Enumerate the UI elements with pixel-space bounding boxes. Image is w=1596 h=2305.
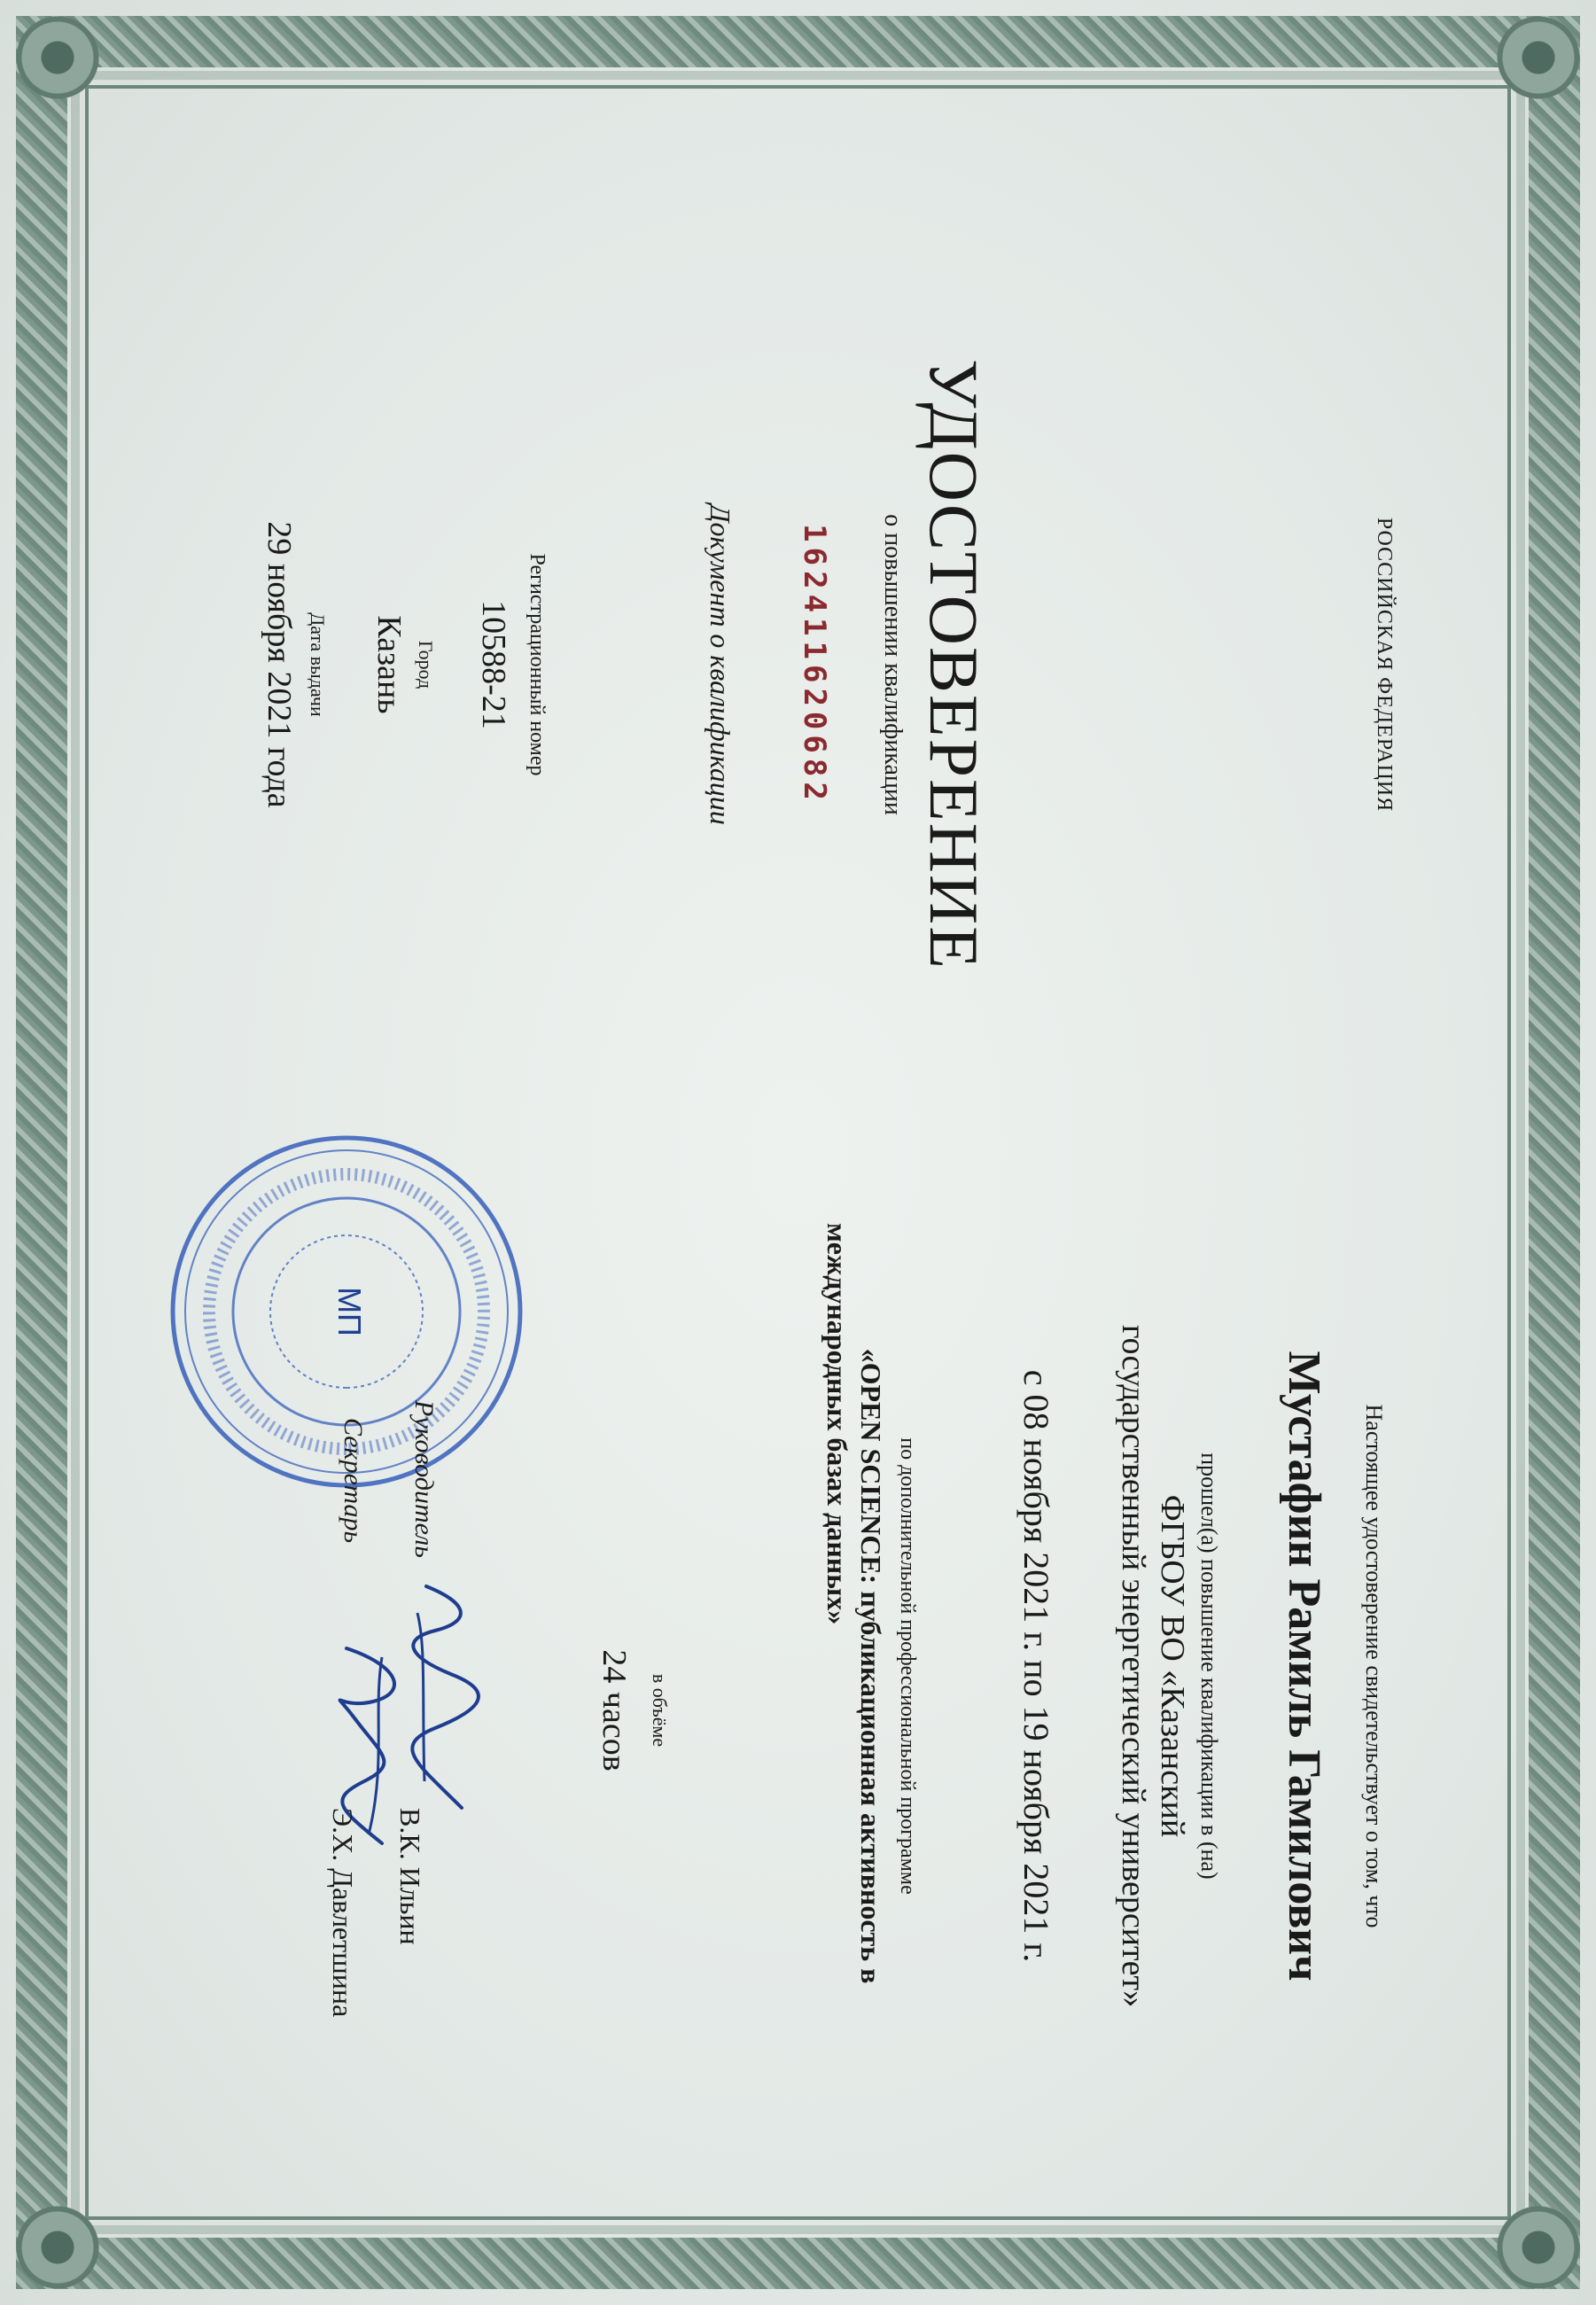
organization-line-1: ФГБОУ ВО «Казанский [1154, 1494, 1191, 1838]
document-title: УДОСТОВЕРЕНИЕ [915, 359, 993, 970]
volume-value: 24 часов [596, 1649, 633, 1772]
passed-text: прошел(а) повышение квалификации в (на) [1196, 1452, 1222, 1880]
issue-date: 29 ноября 2021 года [261, 521, 298, 808]
secretary-label: Секретарь [339, 1418, 368, 1544]
serial-number: 162411620682 [797, 524, 832, 806]
head-name: В.К. Ильин [394, 1808, 426, 1945]
volume-label: в объёме [649, 1673, 671, 1748]
issue-date-label: Дата выдачи [307, 612, 329, 717]
city-label: Город [415, 640, 437, 689]
stamp-mp-mark: МП [331, 1287, 368, 1336]
secretary-name: Э.Х. Давлетшина [327, 1808, 359, 2018]
intro-text: Настоящее удостоверение свидетельствует о том, что [1361, 1404, 1387, 1928]
document-subtitle: о повышении квалификации [879, 514, 907, 815]
program-label: по дополнительной профессиональной программе [896, 1437, 919, 1895]
program-title-line-1: «OPEN SCIENCE: публикационная активность в [855, 1348, 887, 1984]
organization-line-2: государственный энергетический университет» [1115, 1324, 1152, 2008]
country-name: РОССИЙСКАЯ ФЕДЕРАЦИЯ [1373, 517, 1396, 813]
registration-number: 10588-21 [475, 600, 512, 729]
training-period: с 08 ноября 2021 г. по 19 ноября 2021 г. [1016, 1369, 1056, 1963]
program-title-line-2: международных базах данных» [821, 1223, 853, 1625]
document-type: Документ о квалификации [705, 504, 736, 825]
registration-label: Регистрационный номер [526, 553, 549, 776]
recipient-name: Мустафин Рамиль Гамилович [1279, 1351, 1329, 1982]
city-value: Казань [370, 615, 408, 714]
head-label: Руководитель [409, 1400, 439, 1558]
